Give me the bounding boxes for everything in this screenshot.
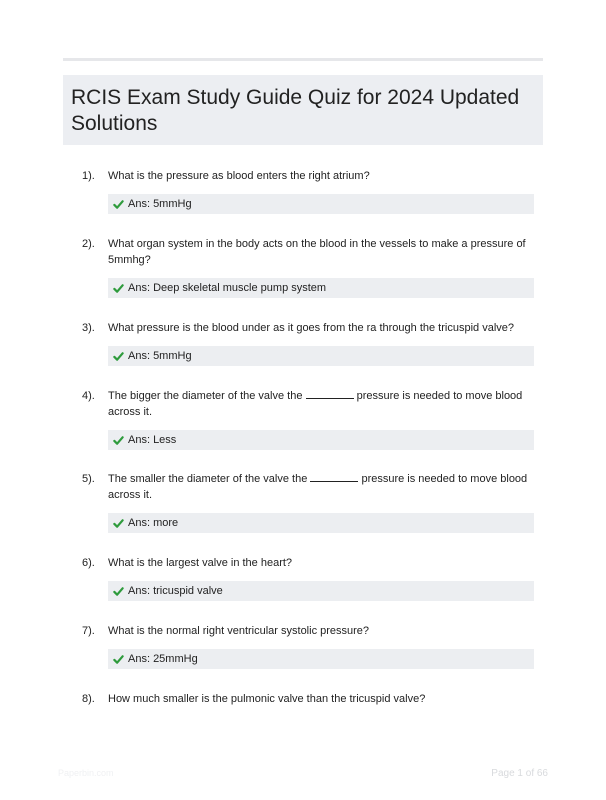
answer-text: Ans: tricuspid valve [128,585,223,597]
question-number: 6). [82,557,95,569]
question-text: What pressure is the blood under as it goes from the ra through the tricuspid valve? [108,322,514,334]
check-icon [113,283,124,294]
question-text-before: The bigger the diameter of the valve the [108,390,303,402]
answer-box [108,513,534,533]
fill-in-blank [306,390,354,399]
answer-box [108,194,534,214]
answer-box [108,278,534,298]
check-icon [113,199,124,210]
question-number: 8). [82,693,95,705]
question-text: What organ system in the body acts on the blood in the vessels to make a pressure of 5mmhg? [108,238,526,266]
fill-in-blank [310,473,358,482]
page-number: Page 1 of 66 [491,768,548,779]
page-title: RCIS Exam Study Guide Quiz for 2024 Updated Solutions [71,86,520,135]
question-text: What is the pressure as blood enters the right atrium? [108,170,370,182]
title-banner [63,75,543,145]
check-icon [113,586,124,597]
question-text-before: The smaller the diameter of the valve the [108,473,308,485]
question-number: 1). [82,170,95,182]
question-number: 5). [82,473,95,485]
check-icon [113,435,124,446]
answer-text: Ans: 5mmHg [128,350,192,362]
question-text [108,471,528,503]
question-text [108,388,528,420]
check-icon [113,518,124,529]
question-number: 3). [82,322,95,334]
question-text-after: pressure is needed to move blood across it. [108,473,528,501]
question-text: What is the normal right ventricular systolic pressure? [108,625,370,637]
question-number: 4). [82,390,95,402]
question-text: How much smaller is the pulmonic valve than the tricuspid valve? [108,693,426,705]
answer-text: Ans: 25mmHg [128,653,198,665]
answer-box [108,581,534,601]
question-text-after: pressure is needed to move blood across it. [108,390,523,418]
answer-text: Ans: 5mmHg [128,198,192,210]
question-number: 2). [82,238,95,250]
answer-text: Ans: Deep skeletal muscle pump system [128,282,327,294]
answer-box [108,649,534,669]
top-divider [63,58,543,61]
question-text: What is the largest valve in the heart? [108,557,293,569]
question-number: 7). [82,625,95,637]
check-icon [113,351,124,362]
footer-watermark: Paperbin.com [58,768,114,778]
answer-text: Ans: more [128,517,179,529]
answer-box [108,430,534,450]
check-icon [113,654,124,665]
answer-text: Ans: Less [128,434,177,446]
answer-box [108,346,534,366]
